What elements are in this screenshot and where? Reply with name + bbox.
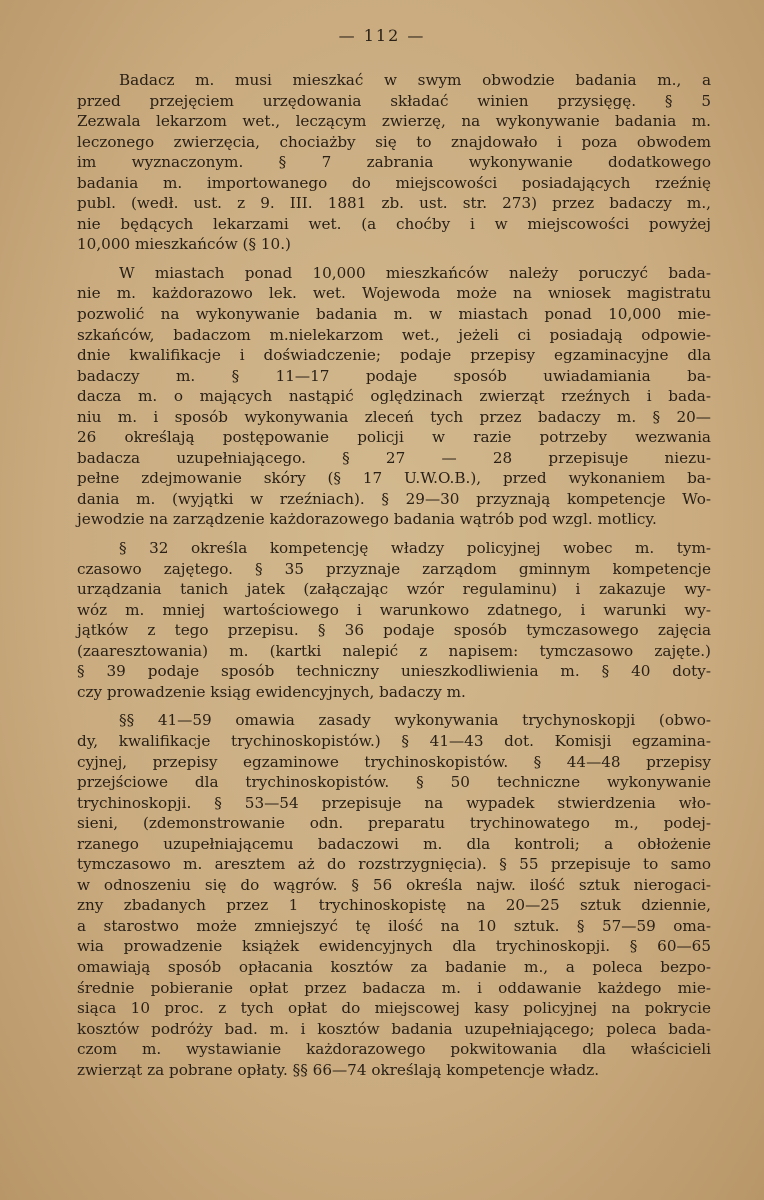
body-text: [77, 70, 711, 1088]
text-line: trychinoskopji. § 53—54 przepisuje na wypadek stwierdzenia wło-: [77, 793, 711, 812]
text-line: siąca 10 proc. z tych opłat do miejscowej kasy policyjnej na pokrycie: [77, 999, 711, 1018]
text-line: 10,000 mieszkańców (§ 10.): [77, 235, 291, 254]
paragraph: [77, 710, 711, 1080]
text-line: przejściowe dla trychinoskopistów. § 50 techniczne wykonywanie: [77, 773, 711, 792]
text-line: Badacz m. musi mieszkać w swym obwodzie badania m., a: [119, 71, 711, 89]
text-line: czy prowadzenie ksiąg ewidencyjnych, badaczy m.: [77, 682, 466, 701]
text-line: przed przejęciem urzędowania składać winien przysięgę. § 5: [77, 91, 711, 110]
text-line: wóz m. mniej wartościowego i warunkowo zdatnego, i warunki wy-: [77, 600, 711, 619]
text-line: jątków z tego przepisu. § 36 podaje sposób tymczasowego zajęcia: [77, 621, 711, 640]
text-line: § 39 podaje sposób techniczny unieszkodliwienia m. § 40 doty-: [77, 662, 711, 681]
text-line: Zezwala lekarzom wet., leczącym zwierzę, na wykonywanie badania m.: [77, 112, 711, 131]
text-line: w odnoszeniu się do wągrów. § 56 określa najw. ilość sztuk nierogaci-: [77, 875, 711, 894]
text-line: badania m. importowanego do miejscowości posiadających rzeźnię: [77, 173, 711, 192]
text-line: dania m. (wyjątki w rzeźniach). § 29—30 przyznają kompetencje Wo-: [77, 489, 711, 508]
text-line: omawiają sposób opłacania kosztów za badanie m., a poleca bezpo-: [77, 957, 711, 976]
text-line: cyjnej, przepisy egzaminowe trychinoskopistów. § 44—48 przepisy: [77, 752, 711, 771]
text-line: rzanego uzupełniającemu badaczowi m. dla kontroli; a obłożenie: [77, 834, 711, 853]
text-line: zwierząt za pobrane opłaty. §§ 66—74 określają kompetencje władz.: [77, 1060, 600, 1079]
text-line: nie m. każdorazowo lek. wet. Wojewoda może na wniosek magistratu: [77, 284, 711, 303]
text-line: dacza m. o mających nastąpić oględzinach zwierząt rzeźnych i bada-: [77, 387, 711, 406]
text-line: im wyznaczonym. § 7 zabrania wykonywanie dodatkowego: [77, 153, 711, 172]
text-line: a starostwo może zmniejszyć tę ilość na 10 sztuk. § 57—59 oma-: [77, 916, 711, 935]
paragraph: [77, 538, 711, 702]
text-line: pełne zdejmowanie skóry (§ 17 U.W.O.B.), przed wykonaniem ba-: [77, 469, 711, 488]
text-line: czom m. wystawianie każdorazowego pokwitowania dla właścicieli: [77, 1040, 711, 1059]
text-line: badacza uzupełniającego. § 27 — 28 przepisuje niezu-: [77, 448, 711, 467]
text-line: wia prowadzenie książek ewidencyjnych dla trychinoskopji. § 60—65: [77, 937, 711, 956]
text-line: § 32 określa kompetencję władzy policyjnej wobec m. tym-: [119, 539, 711, 558]
text-line: średnie pobieranie opłat przez badacza m. i oddawanie każdego mie-: [77, 978, 711, 997]
paragraph: [77, 263, 711, 530]
text-line: niu m. i sposób wykonywania zleceń tych przez badaczy m. § 20—: [77, 407, 711, 426]
page-number: — 112 —: [338, 26, 426, 45]
text-line: sieni, (zdemonstrowanie odn. preparatu trychinowatego m., podej-: [77, 814, 711, 833]
text-line: §§ 41—59 omawia zasady wykonywania trychynoskopji (obwo-: [119, 711, 711, 730]
text-line: kosztów podróży bad. m. i kosztów badania uzupełniającego; poleca bada-: [77, 1019, 711, 1038]
text-line: zny zbadanych przez 1 trychinoskopistę na 20—25 sztuk dziennie,: [77, 896, 711, 915]
text-line: urządzania tanich jatek (załączając wzór regulaminu) i zakazuje wy-: [77, 580, 711, 599]
text-line: leczonego zwierzęcia, chociażby się to znajdowało i poza obwodem: [77, 132, 711, 151]
text-line: jewodzie na zarządzenie każdorazowego badania wątrób pod wzgl. motlicy.: [77, 510, 657, 529]
text-line: szkańców, badaczom m.nielekarzom wet., jeżeli ci posiadają odpowie-: [77, 325, 711, 344]
text-line: dnie kwalifikacje i doświadczenie; podaje przepisy egzaminacyjne dla: [77, 346, 711, 365]
text-line: publ. (wedł. ust. z 9. III. 1881 zb. ust. str. 273) przez badaczy m.,: [77, 194, 711, 213]
text-line: nie będących lekarzami wet. (a choćby i w miejscowości powyżej: [77, 214, 711, 233]
text-line: tymczasowo m. aresztem aż do rozstrzygnięcia). § 55 przepisuje to samo: [77, 855, 711, 874]
text-line: 26 określają postępowanie policji w razie potrzeby wezwania: [77, 428, 711, 447]
text-line: czasowo zajętego. § 35 przyznaje zarządom gminnym kompetencje: [77, 559, 711, 578]
text-line: (zaaresztowania) m. (kartki nalepić z napisem: tymczasowo zajęte.): [77, 641, 711, 660]
text-line: badaczy m. § 11—17 podaje sposób uwiadamiania ba-: [77, 366, 711, 385]
text-line: W miastach ponad 10,000 mieszkańców należy poruczyć bada-: [119, 263, 711, 282]
paragraph: [77, 70, 711, 255]
text-line: pozwolić na wykonywanie badania m. w miastach ponad 10,000 mie-: [77, 305, 711, 324]
text-line: dy, kwalifikacje trychinoskopistów.) § 41—43 dot. Komisji egzamina-: [77, 731, 711, 750]
